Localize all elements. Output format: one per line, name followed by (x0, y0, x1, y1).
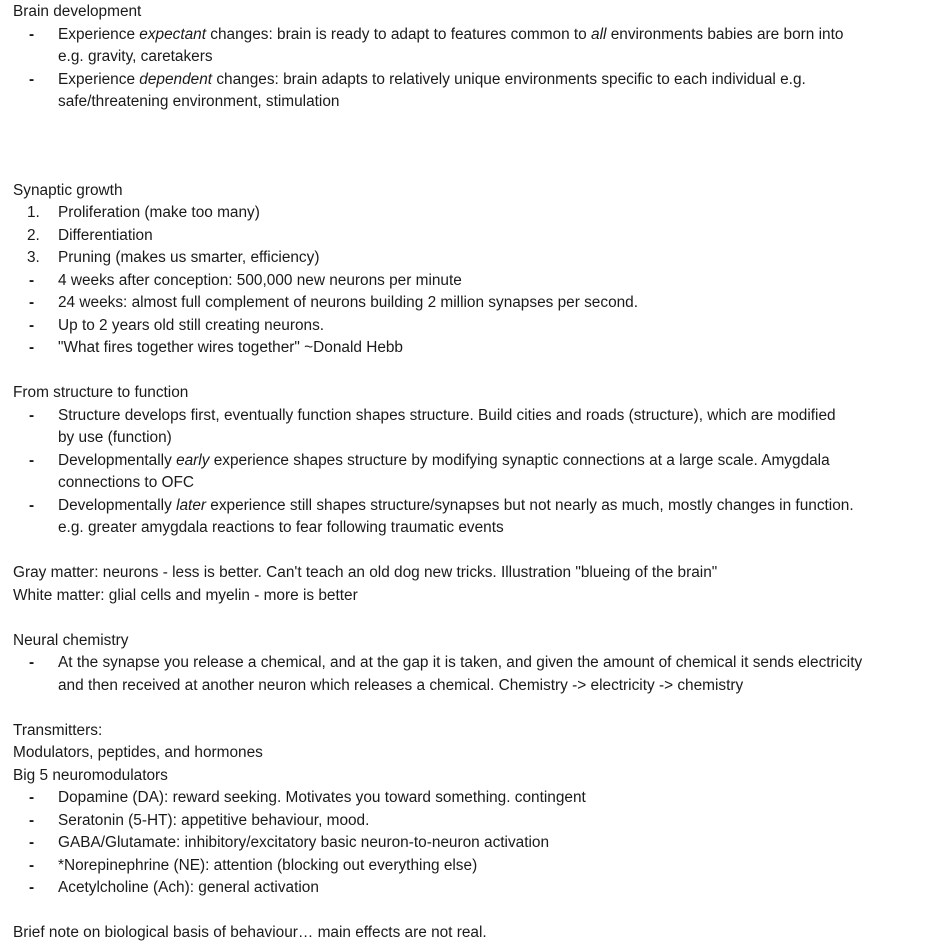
bullet-marker: - (29, 856, 35, 874)
list-item: - 4 weeks after conception: 500,000 new neurons per minute (13, 270, 943, 293)
bullet-marker: - (29, 271, 35, 289)
synaptic-growth-numbered-list (13, 202, 943, 270)
list-item: - At the synapse you release a chemical, and at the gap it is taken, and given the amount of chemical it sends electricity and then received at another neuron which releases a chemical. Chemistry -> electricity -> chemistry (29, 654, 863, 694)
list-item: - Up to 2 years old still creating neurons. (13, 315, 943, 338)
section-heading-synaptic-growth: Synaptic growth (13, 181, 123, 199)
list-item-text-continued: e.g. gravity, caretakers (58, 48, 213, 65)
list-item: - Developmentally later experience still shapes structure/synapses but not nearly as much, mostly changes in function. e.g. greater amygdala reactions to fear following traumatic events (29, 496, 854, 536)
list-item (13, 69, 943, 114)
number-marker: 2. (27, 226, 40, 244)
bullet-marker: - (29, 811, 35, 829)
list-item: - Developmentally early experience shapes structure by modifying synaptic connections at a large scale. Amygdala connections to OFC (29, 451, 830, 491)
bullet-marker: - (29, 406, 35, 424)
numbered-item: 3. Pruning (makes us smarter, efficiency) (13, 247, 943, 270)
section-heading-transmitters: Transmitters: (13, 721, 103, 739)
list-item-text: Experience expectant changes: brain is ready to adapt to features common to all environments babies are born into (58, 25, 844, 43)
number-marker: 1. (27, 204, 40, 221)
list-item: - "What fires together wires together" ~Donald Hebb (13, 337, 943, 360)
section-heading-structure-function: From structure to function (13, 384, 189, 401)
number-marker: 3. (27, 249, 40, 266)
white-matter-line: White matter: glial cells and myelin - more is better (13, 586, 358, 604)
bullet-marker: - (29, 339, 35, 356)
bullet-marker: - (29, 654, 35, 671)
bullet-marker: - (29, 294, 35, 311)
section-heading-neural-chemistry: Neural chemistry (13, 631, 129, 649)
list-item: - Dopamine (DA): reward seeking. Motivates you toward something. contingent (13, 787, 943, 810)
structure-function-list (13, 405, 943, 540)
document-body (13, 1, 943, 945)
list-item: - Acetylcholine (Ach): general activation (13, 877, 943, 900)
list-item: - GABA/Glutamate: inhibitory/excitatory basic neuron-to-neuron activation (13, 832, 943, 855)
bullet-marker: - (29, 789, 35, 806)
neuromodulators-list (13, 787, 943, 900)
gray-matter-line: Gray matter: neurons - less is better. Can't teach an old dog new tricks. Illustration "blueing of the brain" (13, 564, 718, 581)
list-item-text: Experience dependent changes: brain adapts to relatively unique environments specific to each individual e.g. (58, 70, 806, 88)
bullet-marker: - (29, 496, 35, 514)
bullet-marker: - (29, 451, 35, 469)
numbered-item: 2. Differentiation (13, 225, 943, 248)
list-item: - *Norepinephrine (NE): attention (blocking out everything else) (13, 855, 943, 878)
list-item-text-continued: safe/threatening environment, stimulation (58, 93, 340, 110)
neuromodulators-heading: Big 5 neuromodulators (13, 766, 168, 784)
bullet-marker: - (29, 879, 35, 896)
numbered-item: 1. Proliferation (make too many) (13, 202, 943, 225)
list-item (13, 24, 943, 69)
closing-note: Brief note on biological basis of behaviour… main effects are not real. (13, 924, 487, 941)
transmitters-subline: Modulators, peptides, and hormones (13, 744, 263, 761)
bullet-marker: - (29, 316, 35, 334)
section-heading-brain-development: Brain development (13, 3, 142, 20)
list-item: - Structure develops first, eventually function shapes structure. Build cities and roads (structure), which are modified by use (function) (29, 406, 836, 446)
list-item: - 24 weeks: almost full complement of neurons building 2 million synapses per second. (13, 292, 943, 315)
neural-chemistry-list (13, 652, 943, 697)
list-item: - Seratonin (5-HT): appetitive behaviour, mood. (13, 810, 943, 833)
bullet-marker: - (29, 834, 35, 851)
brain-development-list (13, 24, 943, 114)
bullet-marker: - (29, 70, 35, 88)
bullet-marker: - (29, 25, 35, 43)
synaptic-growth-bullet-list (13, 270, 943, 360)
